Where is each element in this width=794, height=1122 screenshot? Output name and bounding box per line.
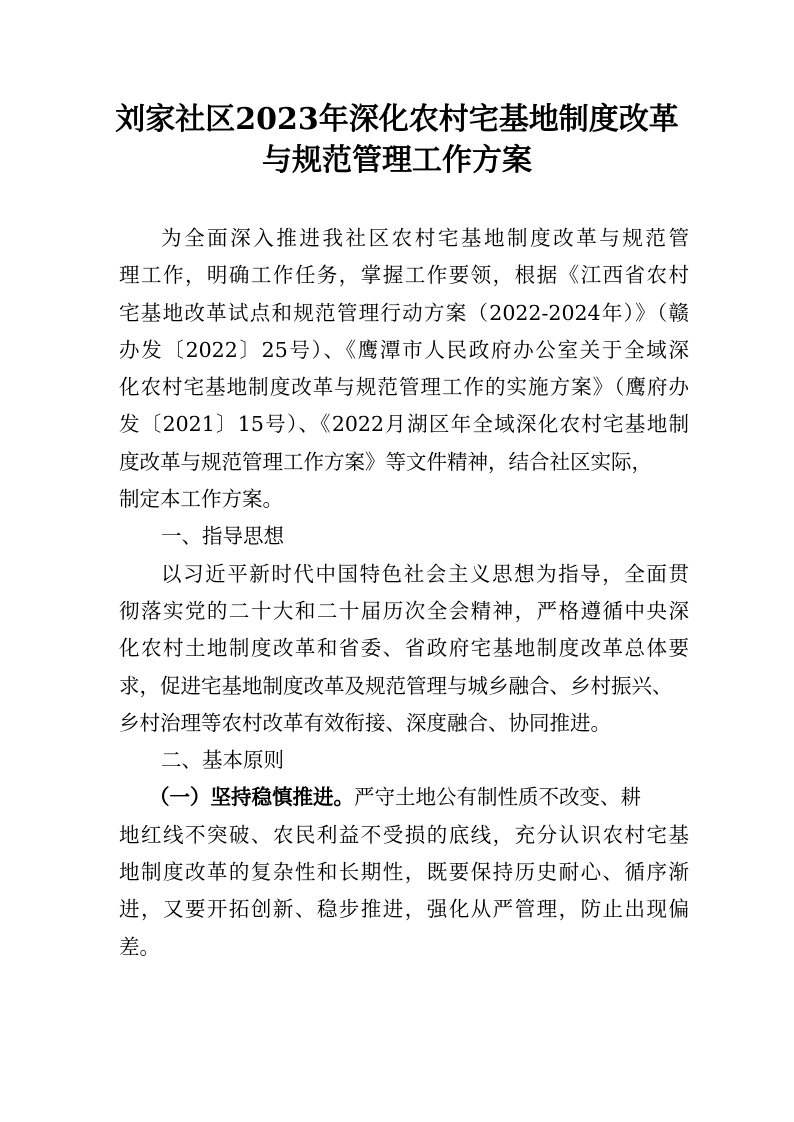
intro-line: 发〔2021〕15号）、《2022月湖区年全域深化农村宅基地制 xyxy=(119,412,689,437)
principle1-line: 进，又要开拓创新、稳步推进，强化从严管理，防止出现偏 xyxy=(119,897,689,922)
section-heading-guiding-ideology: 一、指导思想 xyxy=(161,524,284,549)
principle1-line: 地红线不突破、农民利益不受损的底线，充分认识农村宅基 xyxy=(119,822,689,847)
intro-line: 度改革与规范管理工作方案》等文件精神，结合社区实际， xyxy=(119,449,652,474)
principle1-label: （一）坚持稳慎推进。 xyxy=(149,785,354,810)
section1-line: 以习近平新时代中国特色社会主义思想为指导，全面贯 xyxy=(161,561,689,586)
intro-line: 宅基地改革试点和规范管理行动方案（2022-2024年）》（赣 xyxy=(119,300,689,325)
principle1-line: 地制度改革的复杂性和长期性，既要保持历史耐心、循序渐 xyxy=(119,860,689,885)
section1-line: 乡村治理等农村改革有效衔接、深度融合、协同推进。 xyxy=(119,710,611,735)
document-title-line-2: 与规范管理工作方案 xyxy=(262,143,532,178)
intro-line: 制定本工作方案。 xyxy=(119,487,283,512)
principle1-first-line xyxy=(119,779,689,816)
document-title-line-1: 刘家社区2023年深化农村宅基地制度改革 xyxy=(115,102,679,137)
intro-line: 为全面深入推进我社区农村宅基地制度改革与规范管 xyxy=(161,226,689,250)
principle1-line: 差。 xyxy=(119,934,160,959)
intro-line: 化农村宅基地制度改革与规范管理工作的实施方案》（鹰府办 xyxy=(119,375,689,400)
intro-line: 理工作，明确工作任务，掌握工作要领，根据《江西省农村 xyxy=(119,263,689,288)
section-heading-basic-principles: 二、基本原则 xyxy=(161,748,284,773)
section1-line: 求，促进宅基地制度改革及规范管理与城乡融合、乡村振兴、 xyxy=(119,673,673,698)
section1-line: 化农村土地制度改革和省委、省政府宅基地制度改革总体要 xyxy=(119,636,689,661)
intro-line: 办发〔2022〕25号）、《鹰潭市人民政府办公室关于全域深 xyxy=(119,337,689,362)
section1-line: 彻落实党的二十大和二十届历次全会精神，严格遵循中央深 xyxy=(119,598,689,623)
principle1-first-text: 严守土地公有制性质不改变、耕 xyxy=(354,785,641,810)
document-body xyxy=(119,220,689,966)
